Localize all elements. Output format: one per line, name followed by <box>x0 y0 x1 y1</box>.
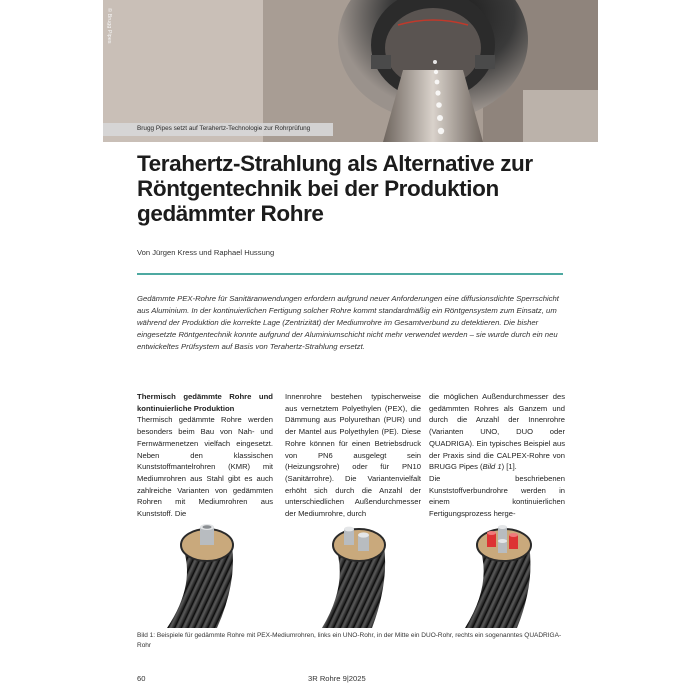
paragraph-text: die möglichen Außendurchmesser des gedämmten Rohres als Ganzem und durch die Anzahl der Innenrohre (Varianten UNO, DUO oder QUADRIGA). Ein typisches Beispiel aus der Praxis sind die CALPEX-Rohre von BRUGG Pipes ( <box>429 392 565 472</box>
figure-caption: Bild 1: Beispiele für gedämmte Rohre mit PEX-Mediumrohren, links ein UNO-Rohr, in der Mitte ein DUO-Rohr, rechts ein sogenanntes QUADRIGA-Rohr <box>137 632 562 649</box>
paragraph <box>429 391 565 473</box>
byline: Von Jürgen Kress und Raphael Hussung <box>137 248 275 257</box>
abstract: Gedämmte PEX-Rohre für Sanitäranwendungen erfordern aufgrund neuer Anforderungen eine diffusionsdichte Sperrschicht aus Aluminium. In der kontinuierlichen Fertigung solcher Rohre kommt standardmäßig ein Röntgensystem zum Einsatz, um während der Produktion die korrekte Lage (Zentrizität) der Mediumrohre im Gesamtverbund zu detektieren. Die bisher eingesetzte Röntgentechnik konnte aufgrund der Aluminiumschicht nicht mehr verwendet werden – sie wurde durch ein neu entwickeltes Prüfsystem auf Basis von Terahertz-Strahlung ersetzt. <box>137 294 559 352</box>
divider <box>137 273 563 275</box>
photo-caption: Brugg Pipes setzt auf Terahertz-Technologie zur Rohrprüfung <box>137 125 311 132</box>
quadriga-pipe <box>465 525 531 628</box>
paragraph: Innenrohre bestehen typischerweise aus vernetztem Polyethylen (PEX), die Dämmung aus Polyurethan (PUR) und der Mantel aus Polyethylen (PE). Diese Rohre können für einen Betriebsdruck von PN6 ausgelegt sein (Heizungsrohre) oder für PN10 (Sanitärrohre). Die Variantenvielfalt erhöht sich durch die Anzahl der unterschiedlichen Außendurchmesser der Mediumrohre, durch <box>285 392 421 519</box>
duo-pipe <box>322 527 385 628</box>
pipe-inspection-photo <box>103 0 598 142</box>
paragraph: Die beschriebenen Kunststoffverbundrohre werden in einem kontinuierlichen Fertigungsprozess herge- <box>429 473 565 519</box>
section-heading: Thermisch gedämmte Rohre und kontinuierliche Produktion <box>137 392 273 413</box>
page-number: 60 <box>137 674 146 683</box>
paragraph-text: ) [1]. <box>501 462 517 472</box>
uno-pipe <box>167 524 233 628</box>
photo-credit: © Brugg Pipes <box>106 8 112 44</box>
text-column-2 <box>285 391 421 520</box>
figure-reference: Bild 1 <box>482 462 502 472</box>
text-column-3 <box>429 391 565 520</box>
text-column-1 <box>137 391 273 520</box>
pipes-figure <box>137 523 567 628</box>
article-title: Terahertz-Strahlung als Alternative zur Röntgentechnik bei der Produktion gedämmter Rohre <box>137 151 533 226</box>
hero-photo <box>103 0 598 142</box>
paragraph: Thermisch gedämmte Rohre werden besonders beim Bau von Nah- und Fernwärmenetzen vielfach eingesetzt. Neben den klassischen Kunststoffmantelrohren (KMR) mit Mediumrohren aus Stahl gibt es auch zahlreiche Varianten von gedämmten Rohren mit Mediumrohren aus Kunststoff. Die <box>137 415 273 519</box>
journal-issue: 3R Rohre 9|2025 <box>308 674 366 683</box>
